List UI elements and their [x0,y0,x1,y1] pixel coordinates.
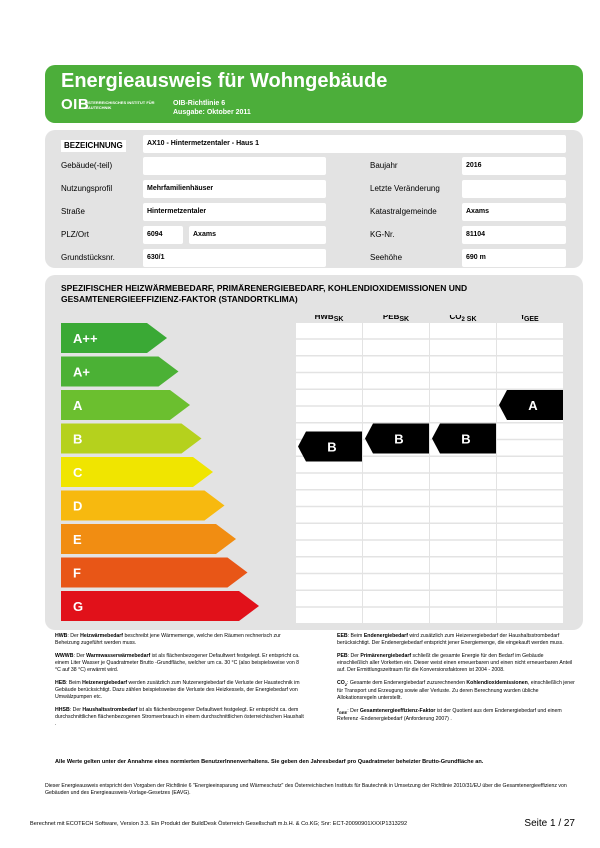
rating-marker-label: B [394,431,404,447]
grid-cell [363,373,429,388]
class-label: D [73,498,83,514]
street-label: Straße [61,207,86,216]
parcel-label: Grundstücksnr. [61,253,115,262]
class-label: C [73,465,83,480]
grid-cell [497,491,563,506]
grid-cell [497,474,563,489]
grid-cell [363,390,429,405]
legend-hwb: HWB: Der Heizwärmebedarf beschreibt jene Wärmemenge, welche den Räumen rechnerisch zur Beheizung zugeführt werden muss. [55,633,281,646]
building-part-field[interactable] [143,157,326,175]
grid-cell [363,574,429,589]
page-number: Seite 1 / 27 [524,818,575,829]
grid-cell [430,591,496,606]
guideline-label: OIB-Richtlinie 6 [173,100,226,107]
column-header: HWBSK [314,315,344,323]
grid-cell [363,491,429,506]
rating-marker-label: A [528,398,538,413]
legend-heb: HEB: Beim Heizenergiebedarf werden zusätzlich zum Nutzenergiebedarf die Verluste der Haustechnik im Gebäude berücksichtigt. Dazu zählen beispielsweise die Verluste des Heizkessels, der Energiebedarf von Umwälzpumpen etc. [55,680,300,700]
usage-label: Nutzungsprofil [61,184,113,193]
grid-cell [296,357,362,372]
legend-left-column [55,633,305,734]
grid-cell [296,373,362,388]
grid-cell [363,608,429,623]
grid-cell [497,591,563,606]
grid-cell [430,524,496,539]
chart-title: SPEZIFISCHER HEIZWÄRMEBEDARF, PRIMÄRENERGIEBEDARF, KOHLENDIOXIDEMISSIONEN UND GESAMTENERGIEEFFIZIENZ-FAKTOR (STANDORTKLIMA) [61,283,468,304]
edition-label: Ausgabe: Oktober 2011 [173,109,251,116]
grid-cell [296,507,362,522]
legend-right-column [337,633,575,729]
document-title: Energieausweis für Wohngebäude [61,70,388,92]
grid-cell [363,507,429,522]
grid-cell [296,407,362,422]
legend-peb: PEB: Der Primärenergiebedarf schließt die gesamte Energie für den Bedarf im Gebäude einschließlich aller Vorketten ein. Dieser weist einen erneuerbaren und einen nicht erneuerbaren Anteil auf. Der Ermittlungszeitraum für die Konversionsfaktoren ist 2004 - 2008. [337,653,573,673]
column-header: PEBSK [382,315,410,323]
grid-cell [430,390,496,405]
grid-cell [296,541,362,556]
class-label: F [73,565,81,581]
footer-software-text: Berechnet mit ECOTECH Software, Version 3.3. Ein Produkt der BuildDesk Österreich Gesellschaft m.b.H. & Co.KG; Snr: ECT-20090901XXXP1313292 [30,821,408,827]
class-arrow-d [61,491,225,521]
grid-cell [296,591,362,606]
grid-cell [497,524,563,539]
grid-cell [363,407,429,422]
grid-cell [497,507,563,522]
ort-field[interactable]: Axams [189,226,326,244]
designation-row [45,133,583,155]
grid-cell [497,574,563,589]
street-field[interactable]: Hintermetzentaler [143,203,326,221]
oib-logo-subtitle: ÖSTERREICHISCHES INSTITUT FÜR BAUTECHNIK [85,100,155,110]
grid-cell [497,457,563,472]
energy-rating-panel [45,275,583,630]
grid-cell [363,541,429,556]
grid-cell [430,507,496,522]
grid-cell [497,357,563,372]
usage-field[interactable]: Mehrfamilienhäuser [143,180,326,198]
class-arrow-e [61,524,236,554]
rating-marker-label: B [461,431,471,447]
legend-wwwb: WWWB: Der Warmwasserwärmebedarf ist als flächenbezogener Defaultwert festgelegt. Er entspricht ca. einem Liter Wasser je Quadratmeter Brutto -Grundfläche, welcher um ca. 30 °C (also beispielsweise von 8 °C auf 38 °C) erwärmt wird. [55,653,300,673]
last-change-label: Letzte Veränderung [370,184,440,193]
grid-cell [363,323,429,338]
cadastral-field[interactable]: Axams [462,203,566,221]
grid-cell [296,491,362,506]
plz-label: PLZ/Ort [61,230,90,239]
class-label: E [73,532,82,547]
grid-cell [497,558,563,573]
grid-cell [363,357,429,372]
grid-cell [430,357,496,372]
designation-field[interactable]: AX10 - Hintermetzentaler - Haus 1 [143,135,566,153]
class-label: G [73,599,84,614]
class-label: A [73,398,83,413]
grid-cell [430,574,496,589]
class-arrow-f [61,558,248,588]
last-change-field[interactable] [462,180,566,198]
grid-cell [363,474,429,489]
grid-cell [497,323,563,338]
grid-cell [430,608,496,623]
cadastral-label: Katastralgemeinde [370,207,437,216]
usage-row [45,178,583,200]
grid-cell [296,323,362,338]
compliance-note: Dieser Energieausweis entspricht den Vorgaben der Richtlinie 6 "Energieeinsparung und Wärmeschutz" des Österreichischen Instituts für Bautechnik in Umsetzung der Richtlinie 2010/31/EU über die Gesamtenergieeffizienz von Gebäuden und des Energieausweis-Vorlage-Gesetzes (EAVG). [45,783,567,796]
column-header: fGEE [521,315,539,323]
class-label: B [73,431,83,447]
grid-cell [363,591,429,606]
energy-rating-chart [57,315,571,625]
grid-cell [363,340,429,355]
grid-cell [497,608,563,623]
grid-cell [497,541,563,556]
grid-cell [296,558,362,573]
building-part-label: Gebäude(-teil) [61,161,113,170]
grid-cell [296,340,362,355]
legend-eeb: EEB: Beim Endenergiebedarf wird zusätzlich zum Heizenergiebedarf der Haushaltsstrombedarf berücksichtigt. Der Endenergiebedarf entspricht jener Energiemenge, die eingekauft werden muss. [337,633,564,646]
legend-fgee: $f_{GEE}$: Der Gesamtenergieeffizienz-Faktor ist der Quotient aus dem Endenergiebedarf und einem Referenz -Endenergiebedarf (Anforderung 2007) . [337,708,562,723]
grid-cell [430,474,496,489]
grid-cell [430,323,496,338]
grid-cell [430,541,496,556]
grid-cell [296,574,362,589]
grid-cell [497,440,563,455]
class-label: A+ [73,364,90,380]
header-banner [45,65,583,123]
kg-label: KG-Nr. [370,230,395,239]
grid-cell [430,558,496,573]
grid-cell [363,524,429,539]
legend-note: Alle Werte gelten unter der Annahme eines normierten BenutzerInnenverhaltens. Sie geben den Jahresbedarf pro Quadratmeter beheizter Brutto-Grundfläche an. [55,759,484,765]
grid-cell [296,390,362,405]
altitude-label: Seehöhe [370,253,403,262]
parcel-field[interactable]: 630/1 [143,249,326,267]
footer [30,818,575,832]
building-part-row [45,155,583,177]
grid-cell [430,407,496,422]
grid-cell [296,474,362,489]
energy-rating-svg [57,315,571,625]
parcel-row [45,247,583,269]
oib-logo: OIB [61,96,90,113]
grid-cell [430,340,496,355]
building-info-panel [45,130,583,268]
class-arrow-g [61,591,259,621]
grid-cell [430,373,496,388]
plz-row [45,224,583,246]
grid-cell [363,457,429,472]
column-header: $CO_2$ SK [449,315,477,323]
grid-cell [363,558,429,573]
grid-cell [430,457,496,472]
altitude-field[interactable]: 690 m [462,249,566,267]
street-row [45,201,583,223]
legend-hhsb: HHSB: Der Haushaltsstrombedarf ist als flächenbezogener Defaultwert festgelegt. Er entspricht ca. dem durchschnittlichen flächenbezogenen Stromverbrauch in einem durchschnittlichen österreichischen Haushalt . [55,707,304,727]
grid-cell [497,424,563,439]
class-arrow-c [61,457,213,487]
plz-field[interactable]: 6094 [143,226,183,244]
guideline-info [173,99,251,117]
grid-cell [296,608,362,623]
grid-cell [497,340,563,355]
grid-cell [296,524,362,539]
grid-cell [497,373,563,388]
grid-cell [430,491,496,506]
legend-co2: $CO_2$: Gesamte dem Endenergiebedarf zuzurechnenden Kohlendioxidemissionen, einschließlich jener für Transport und Erzeugung sowie aller Verluste. Zu deren Berechnung wurden übliche Allokationsregeln unterstellt. [337,680,575,702]
rating-marker-label: B [327,439,337,455]
year-field[interactable]: 2016 [462,157,566,175]
class-label: A++ [73,331,98,346]
kg-field[interactable]: 81104 [462,226,566,244]
year-label: Baujahr [370,161,398,170]
designation-label: BEZEICHNUNG [61,140,126,152]
